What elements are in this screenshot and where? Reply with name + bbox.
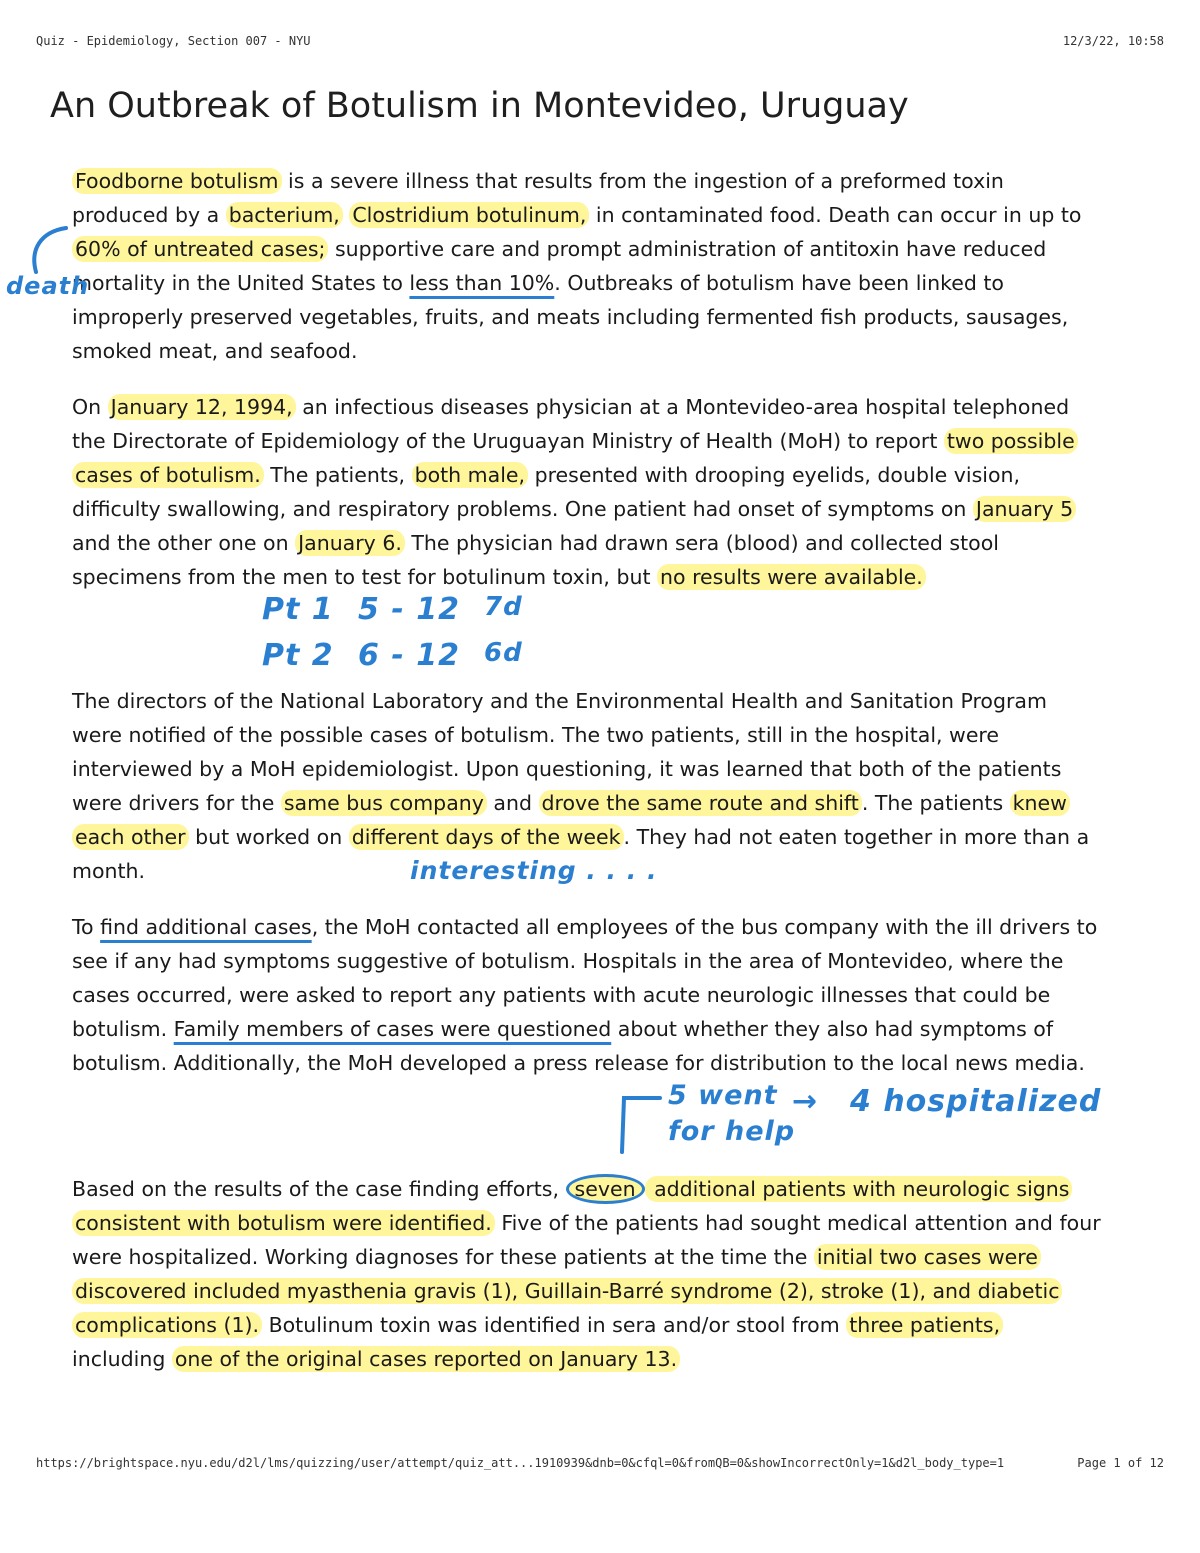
- text-run: Based on the results of the case finding efforts,: [72, 1177, 566, 1201]
- text-run: and: [486, 791, 539, 815]
- note-pt1: Pt 1: [262, 592, 334, 627]
- note-pt2-days: 6d: [484, 638, 523, 668]
- note-for-help: for help: [668, 1116, 796, 1147]
- text-run: supportive care and prompt administration of antitoxin have reduced mortality in the United States to: [72, 237, 1047, 295]
- circled-highlight: seven: [566, 1174, 645, 1204]
- highlight: January 6.: [295, 530, 405, 556]
- note-arrow: →: [792, 1084, 819, 1119]
- text-run: . Outbreaks of botulism have been linked to improperly preserved vegetables, fruits, and meats including fermented fish products, sausages, smoked meat, and seafood.: [72, 271, 1069, 363]
- paragraph-1: [72, 164, 1102, 368]
- highlight: both male,: [412, 462, 528, 488]
- text-run: On: [72, 395, 108, 419]
- note-interesting: interesting . . . .: [410, 856, 658, 885]
- bracket-stroke: [34, 228, 66, 272]
- text-run: Botulinum toxin was identified in sera and/or stool from: [262, 1313, 847, 1337]
- note-death: death: [6, 272, 90, 300]
- highlight: two possible cases of botulism.: [72, 428, 1078, 488]
- note-hospitalized: 4 hospitalized: [850, 1084, 1102, 1119]
- highlight: same bus company: [281, 790, 487, 816]
- highlight: knew each other: [72, 790, 1070, 850]
- highlight: different days of the week: [349, 824, 624, 850]
- text-run: The patients,: [263, 463, 412, 487]
- paragraph-2: [72, 390, 1102, 594]
- highlight: bacterium,: [226, 202, 343, 228]
- underline: less than 10%: [409, 271, 555, 295]
- text-run: in contaminated food. Death can occur in up to: [589, 203, 1082, 227]
- note-pt2: Pt 2: [262, 638, 334, 673]
- print-footer: [36, 1456, 1164, 1470]
- underline: find additional cases: [100, 915, 312, 939]
- highlight: January 12, 1994,: [108, 394, 296, 420]
- note-went: 5 went: [668, 1080, 778, 1111]
- text-run: Five of the patients had sought medical attention and four were hospitalized. Working diagnoses for these patients at the time the: [72, 1211, 1101, 1269]
- highlight: Clostridium botulinum,: [349, 202, 589, 228]
- highlight: no results were available.: [657, 564, 926, 590]
- header-timestamp: 12/3/22, 10:58: [1062, 34, 1164, 48]
- highlight: Foodborne botulism: [72, 168, 282, 194]
- text-run: including: [72, 1347, 172, 1371]
- highlight: initial two cases were discovered included myasthenia gravis (1), Guillain-Barré syndrome (2), stroke (1), and diabetic complications (1).: [72, 1244, 1062, 1338]
- highlight: 60% of untreated cases;: [72, 236, 328, 262]
- text-run: . The patients: [861, 791, 1010, 815]
- page-number: Page 1 of 12: [1077, 1456, 1164, 1470]
- text-run: presented with drooping eyelids, double vision, difficulty swallowing, and respiratory problems. One patient had onset of symptoms on: [72, 463, 1021, 521]
- note-pt1-days: 7d: [484, 592, 523, 622]
- bracket-stroke: [622, 1098, 660, 1152]
- highlight: January 5: [973, 496, 1076, 522]
- print-header: [36, 34, 1164, 48]
- note-pt1-range: 5 - 12: [358, 592, 460, 627]
- footer-url: https://brightspace.nyu.edu/d2l/lms/quizzing/user/attempt/quiz_att...1910939&dnb=0&cfql=0&fromQB=0&showIncorrectOnly=1&d2l_body_type=1: [36, 1456, 1005, 1470]
- text-run: To: [72, 915, 101, 939]
- text-run: The physician had drawn sera (blood) and collected stool specimens from the men to test for botulinum toxin, but: [72, 531, 999, 589]
- highlight: three patients,: [846, 1312, 1003, 1338]
- paragraph-5: [72, 1172, 1102, 1376]
- text-run: and the other one on: [72, 531, 296, 555]
- underline: Family members of cases were questioned: [173, 1017, 612, 1041]
- text-run: is a severe illness that results from the ingestion of a preformed toxin produced by a: [72, 169, 1004, 227]
- text-run: about whether they also had symptoms of botulism. Additionally, the MoH developed a press release for distribution to the local news media.: [72, 1017, 1085, 1075]
- page-title: An Outbreak of Botulism in Montevideo, Uruguay: [50, 86, 909, 126]
- text-run: but worked on: [188, 825, 349, 849]
- text-run: an infectious diseases physician at a Montevideo-area hospital telephoned the Directorate of Epidemiology of the Uruguayan Ministry of Health (MoH) to report: [72, 395, 1070, 453]
- text-run: . They had not eaten together in more than a month.: [72, 825, 1090, 883]
- paragraph-4: [72, 910, 1102, 1080]
- highlight: additional patients with neurologic signs consistent with botulism were identified.: [72, 1176, 1072, 1236]
- header-title: Quiz - Epidemiology, Section 007 - NYU: [36, 34, 311, 48]
- highlight: one of the original cases reported on January 13.: [172, 1346, 680, 1372]
- text-run: , the MoH contacted all employees of the bus company with the ill drivers to see if any had symptoms suggestive of botulism. Hospitals in the area of Montevideo, where the cases occurred, were asked to report any patients with acute neurologic illnesses that could be botulism.: [72, 915, 1098, 1041]
- text-run: The directors of the National Laboratory and the Environmental Health and Sanitation Program were notified of the possible cases of botulism. The two patients, still in the hospital, were interviewed by a MoH epidemiologist. Upon questioning, it was learned that both of the patients were drivers for the: [72, 689, 1062, 815]
- note-pt2-range: 6 - 12: [358, 638, 460, 673]
- highlight: drove the same route and shift: [539, 790, 862, 816]
